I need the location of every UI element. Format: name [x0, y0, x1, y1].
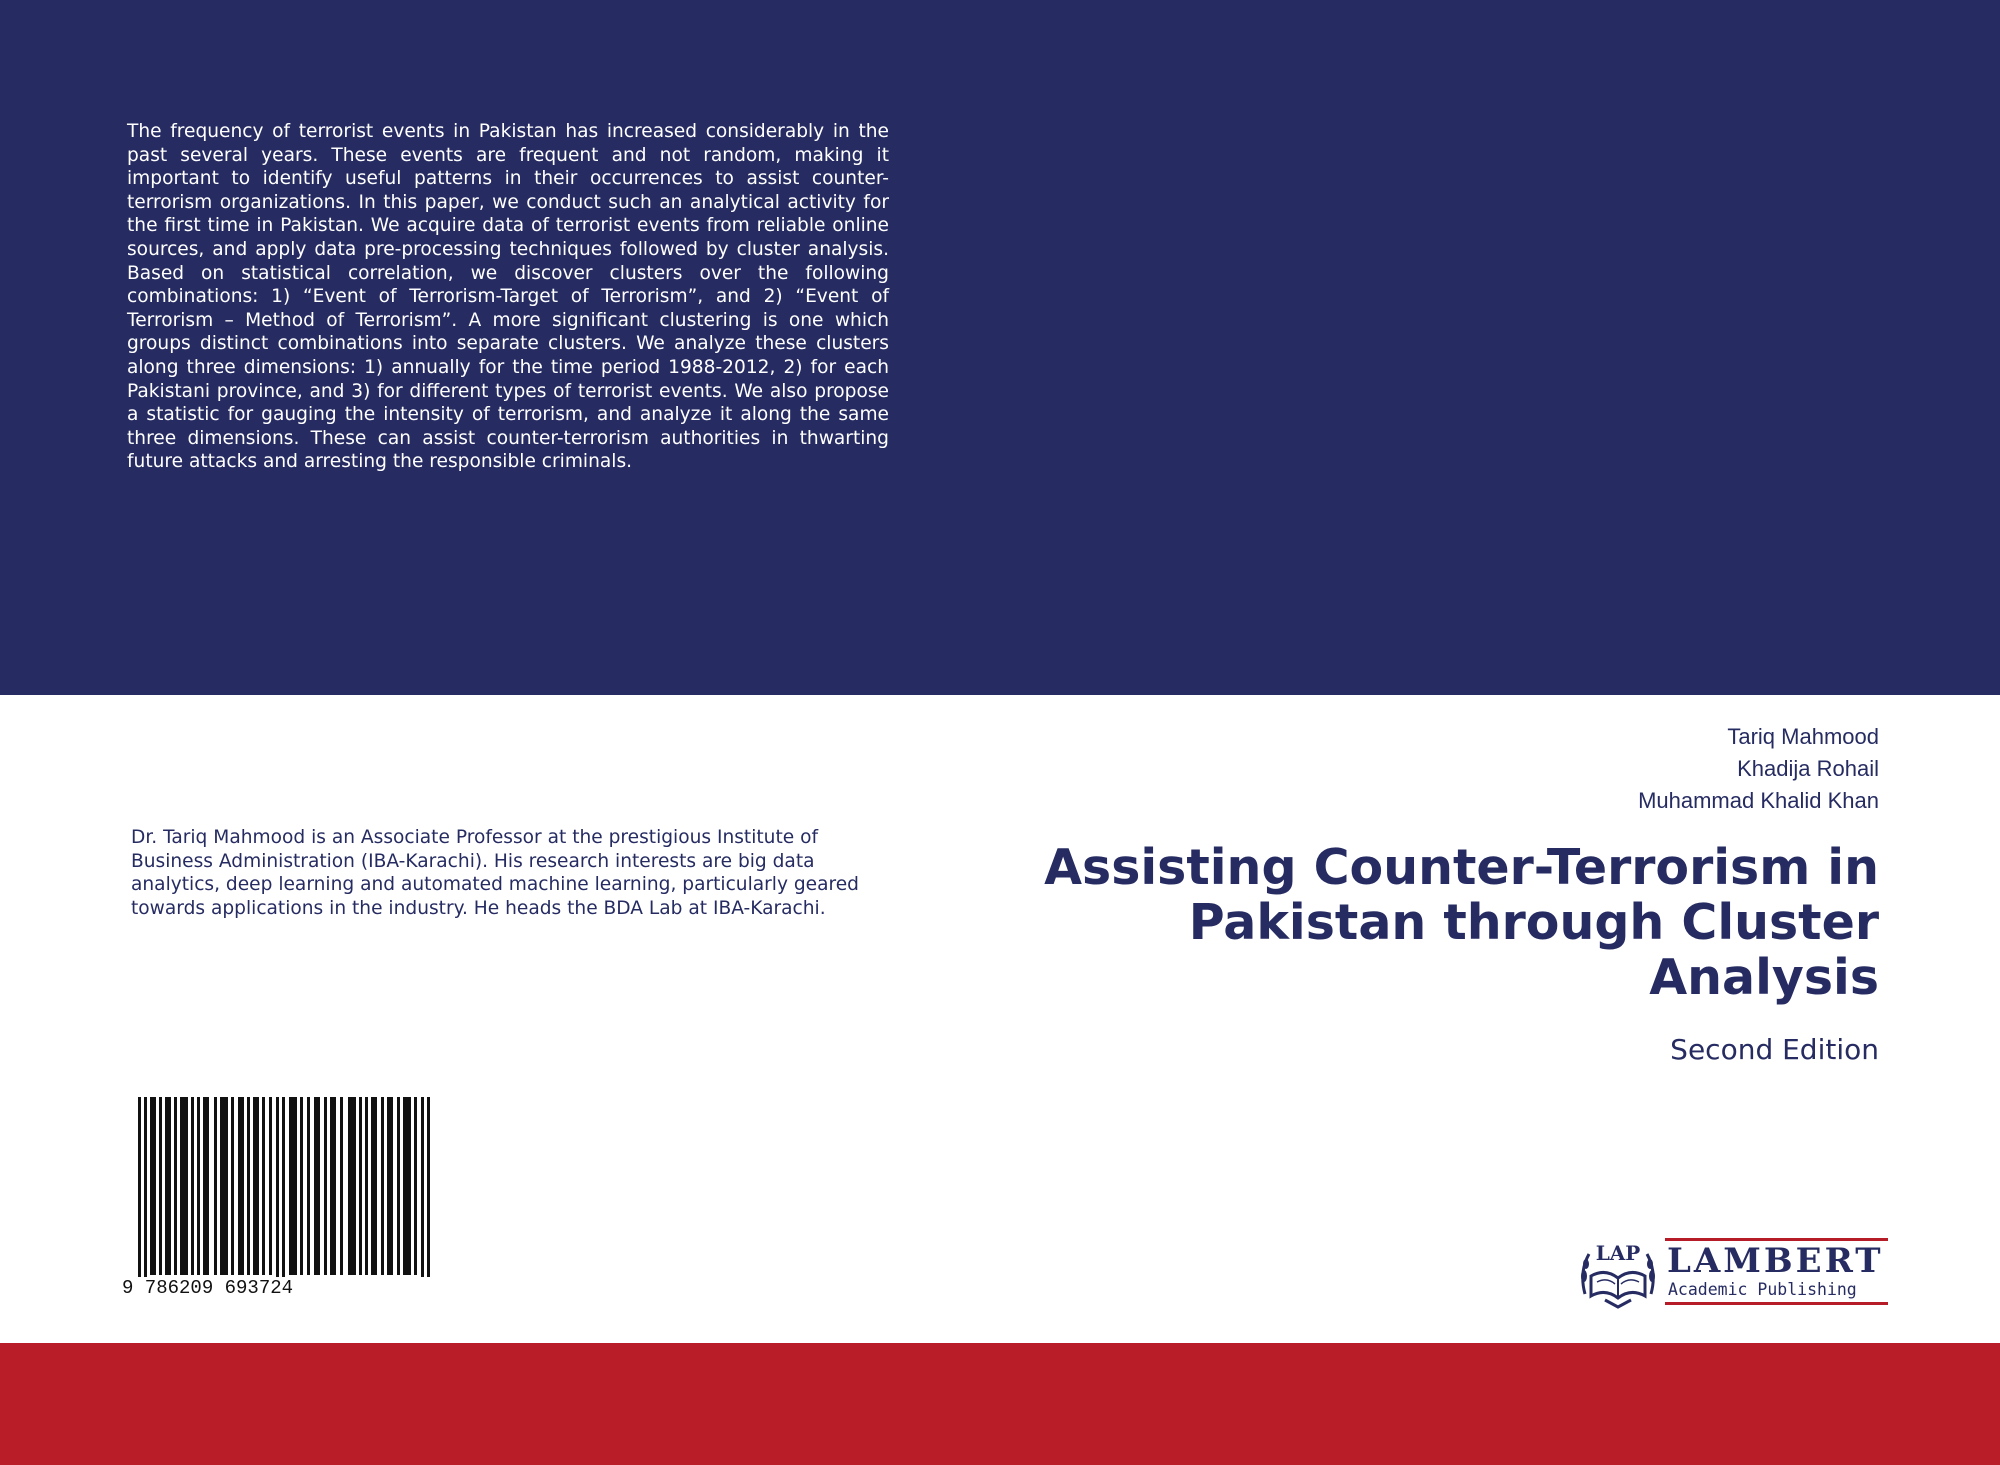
bottom-red-band: [0, 1343, 2000, 1465]
author-name: Tariq Mahmood: [1727, 724, 1879, 749]
emblem-text: LAP: [1595, 1241, 1641, 1265]
author-bio: Dr. Tariq Mahmood is an Associate Professor at the prestigious Institute of Business Administration (IBA-Karachi). His research interests are big data analytics, deep learning and automated machine learning, particularly geared towards applications in the industry. He heads the BDA Lab at IBA-Karachi.: [131, 827, 859, 919]
edition-label: Second Edition: [1670, 1033, 1879, 1066]
back-cover-blurb: The frequency of terrorist events in Pakistan has increased considerably in the past several years. These events are frequent and not random, making it important to identify useful patterns in their occurrences to assist counter-terrorism organizations. In this paper, we conduct such an analytical activity for the first time in Pakistan. We acquire data of terrorist events from reliable online sources, and apply data pre-processing techniques followed by cluster analysis. Based on statistical correlation, we discover clusters over the following combinations: 1) “Event of Terrorism-Target of Terrorism”, and 2) “Event of Terrorism – Method of Terrorism”. A more significant clustering is one which groups distinct combinations into separate clusters. We analyze these clusters along three dimensions: 1) annually for the time period 1988-2012, 2) for each Pakistani province, and 3) for different types of terrorist events. We also propose a statistic for gauging the intensity of terrorism, and analyze it along the same three dimensions. These can assist counter-terrorism authorities in thwarting future attacks and arresting the responsible criminals.: [127, 121, 889, 473]
publisher-name: LAMBERT: [1667, 1241, 1884, 1281]
open-book-laurel-icon: [1575, 1232, 1661, 1310]
publisher-rule-bottom: [1665, 1302, 1888, 1305]
publisher-logo: [1575, 1232, 1895, 1310]
publisher-subtitle: Academic Publishing: [1668, 1280, 1857, 1299]
isbn-digits: 9 786209 693724: [122, 1277, 442, 1299]
barcode: [130, 1097, 460, 1297]
author-name: Muhammad Khalid Khan: [1638, 788, 1879, 813]
book-title: Assisting Counter-Terrorism in Pakistan through Cluster Analysis: [1044, 839, 1879, 1006]
barcode-bars: [130, 1097, 460, 1297]
author-name: Khadija Rohail: [1737, 756, 1879, 781]
author-list: [1179, 721, 1879, 817]
